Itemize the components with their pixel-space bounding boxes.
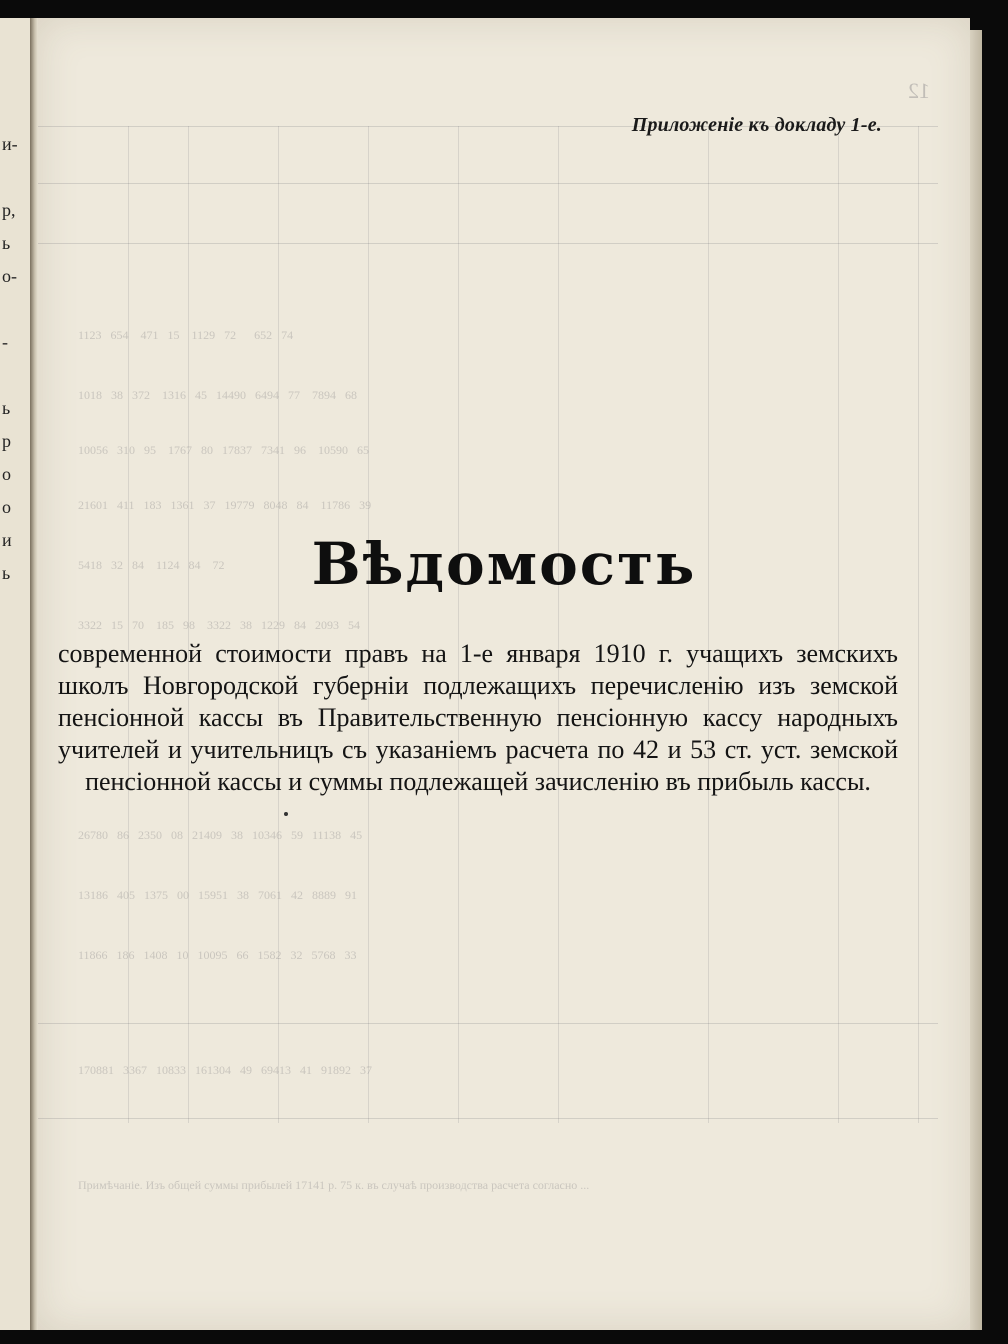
document-page bbox=[38, 18, 970, 1330]
page-stack-edge bbox=[970, 30, 982, 1330]
book-gutter bbox=[30, 18, 38, 1330]
document-description: современной стоимости правъ на 1-е января 1910 г. учащихъ земскихъ школъ Новгородской губерніи подлежащихъ перечисленію изъ земской пенсіонной кассы въ Правительственную пенсіонную кассу народныхъ учителей и учительницъ съ указаніемъ расчета по 42 и 53 ст. уст. земской пенсіонной кассы и суммы подлежащей зачисленію въ прибыль кассы. bbox=[58, 639, 898, 796]
left-page-edge bbox=[0, 18, 31, 1330]
left-page-fragment-text: и- р, ь о- - ь р о о и ь bbox=[2, 134, 18, 583]
appendix-label: Приложенiе къ докладу 1-е. bbox=[631, 114, 882, 136]
bleed-page-number: 12 bbox=[908, 78, 930, 103]
document-title: Вѣдомость bbox=[311, 530, 697, 598]
ink-speck bbox=[284, 812, 288, 816]
bleed-through-table: 1123 654 471 15 1129 72 652 74 1018 38 372 1316 45 14490 6494 77 7894 68 10056 310 95 1767 80 17837 7341 96 10590 65 21601 411 183 1361 37 19779 8048 84 11786 39 5418 32 84 1124 84 72 3322 15 70 185 98 3322 38 1229 84 2093 54 26780 86 2350 08 21409 38 10346 59 11138 45 13186 405 1375 00 15951 38 7061 42 8889 91 11866 186 1408 10 10095 66 1582 32 5768 33 170881 3367 10833 161304 49 69413 41 91892 37 Примѣчаніе. Изъ общей суммы прибылей 17141 р. 75 к. въ случаѣ производства расчета согласно ... bbox=[38, 18, 970, 1330]
